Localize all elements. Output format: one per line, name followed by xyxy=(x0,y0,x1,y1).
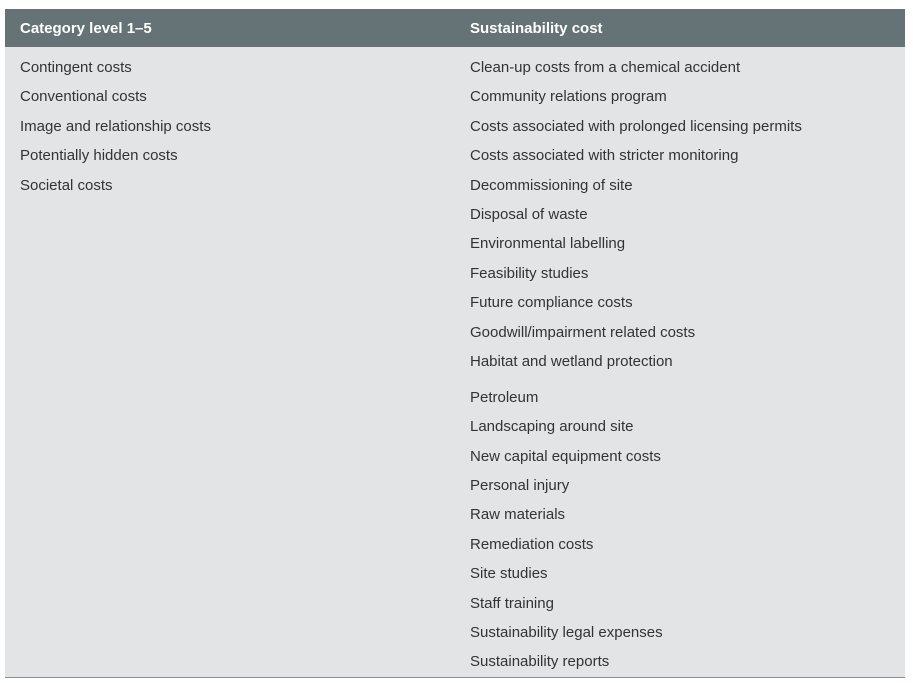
cost-cell: Personal injury xyxy=(470,476,570,494)
cost-table xyxy=(5,9,905,678)
category-cell: Conventional costs xyxy=(20,88,147,106)
cost-cell: Habitat and wetland protection xyxy=(470,352,673,370)
category-cell: Image and relationship costs xyxy=(20,117,211,135)
cost-cell: Future compliance costs xyxy=(470,294,633,312)
cost-cell: Sustainability legal expenses xyxy=(470,623,663,641)
category-cell: Societal costs xyxy=(20,176,113,194)
cost-cell: Costs associated with prolonged licensing permits xyxy=(470,117,802,135)
cost-cell: Costs associated with stricter monitoring xyxy=(470,147,739,165)
cost-cell: Remediation costs xyxy=(470,535,594,553)
table-header xyxy=(5,9,905,47)
category-column xyxy=(20,57,211,204)
cost-cell: Community relations program xyxy=(470,88,667,106)
cost-cell: Clean-up costs from a chemical accident xyxy=(470,59,741,76)
cost-cell: Landscaping around site xyxy=(470,418,634,436)
sustainability-cost-column xyxy=(470,57,802,681)
cost-cell: Environmental labelling xyxy=(470,235,626,253)
header-category: Category level 1–5 xyxy=(20,20,152,37)
cost-cell: Sustainability reports xyxy=(470,653,610,671)
cost-cell: Petroleum xyxy=(470,388,539,406)
cost-cell: Disposal of waste xyxy=(470,205,588,223)
cost-cell: Site studies xyxy=(470,565,548,583)
cost-cell: Feasibility studies xyxy=(470,264,589,282)
category-cell: Contingent costs xyxy=(20,59,132,76)
cost-cell: Staff training xyxy=(470,594,554,612)
header-sustainability-cost: Sustainability cost xyxy=(470,20,603,37)
cost-cell: Goodwill/impairment related costs xyxy=(470,323,696,341)
cost-cell: Decommissioning of site xyxy=(470,176,633,194)
cost-cell: New capital equipment costs xyxy=(470,447,661,465)
cost-cell: Raw materials xyxy=(470,506,566,524)
category-cell: Potentially hidden costs xyxy=(20,147,178,165)
